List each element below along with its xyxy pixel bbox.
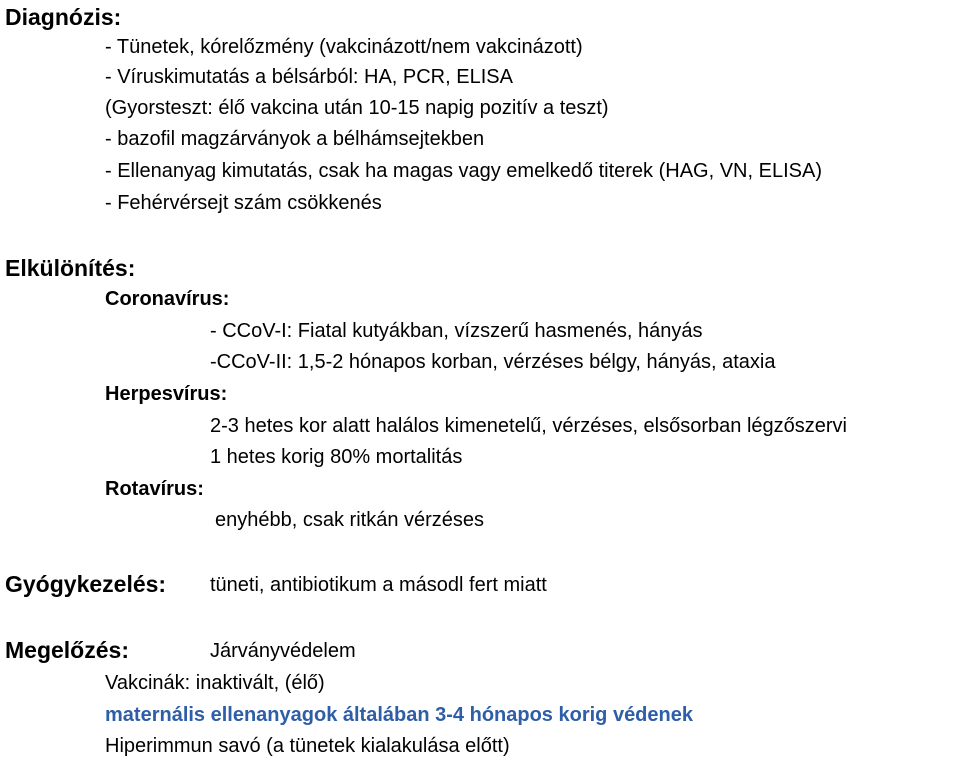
diagnosis-item: - Fehérvérsejt szám csökkenés — [105, 192, 382, 214]
coronavirus-item: -CCoV-II: 1,5-2 hónapos korban, vérzéses bélgy, hányás, ataxia — [210, 351, 776, 373]
rotavirus-item: enyhébb, csak ritkán vérzéses — [215, 509, 485, 531]
diagnosis-item: - bazofil magzárványok a bélhámsejtekben — [105, 128, 485, 150]
prevention-text: Járványvédelem — [210, 640, 356, 662]
herpesvirus-item: 1 hetes korig 80% mortalitás — [210, 446, 463, 468]
vaccines-line: Vakcinák: inaktivált, (élő) — [105, 672, 325, 694]
coronavirus-heading: Coronavírus: — [105, 288, 230, 310]
coronavirus-item: - CCoV-I: Fiatal kutyákban, vízszerű hasmenés, hányás — [210, 320, 703, 342]
diagnosis-item: - Víruskimutatás a bélsárból: HA, PCR, ELISA — [105, 66, 513, 88]
herpesvirus-item: 2-3 hetes kor alatt halálos kimenetelű, vérzéses, elsősorban légzőszervi — [210, 415, 847, 437]
treatment-heading: Gyógykezelés: — [5, 571, 167, 597]
diagnosis-item: - Ellenanyag kimutatás, csak ha magas vagy emelkedő titerek (HAG, VN, ELISA) — [105, 160, 822, 182]
herpesvirus-heading: Herpesvírus: — [105, 383, 228, 405]
hyperimmune-line: Hiperimmun savó (a tünetek kialakulása előtt) — [105, 735, 510, 757]
differential-heading: Elkülönítés: — [5, 255, 136, 281]
diagnosis-item: - Tünetek, kórelőzmény (vakcinázott/nem vakcinázott) — [105, 36, 583, 58]
maternal-antibodies-line: maternális ellenanyagok általában 3-4 hónapos korig védenek — [105, 704, 693, 726]
treatment-text: tüneti, antibiotikum a másodl fert miatt — [210, 574, 547, 596]
diagnosis-heading: Diagnózis: — [5, 4, 122, 30]
prevention-heading: Megelőzés: — [5, 637, 129, 663]
diagnosis-item: (Gyorsteszt: élő vakcina után 10-15 napig pozitív a teszt) — [105, 97, 609, 119]
rotavirus-heading: Rotavírus: — [105, 478, 204, 500]
